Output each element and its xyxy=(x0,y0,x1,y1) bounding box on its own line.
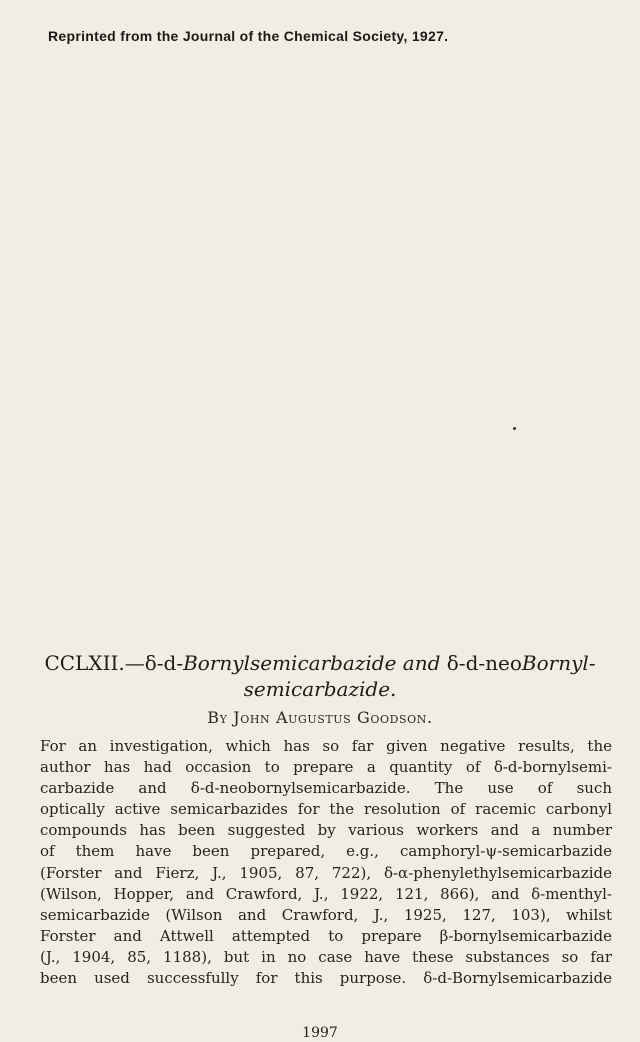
author-name: John Augustus Goodson. xyxy=(233,708,433,727)
article-body xyxy=(40,736,612,989)
title-prefix: —δ-d- xyxy=(124,651,184,675)
page-number: 1997 xyxy=(302,1025,338,1041)
body-line: (J., 1904, 85, 1188), but in no case have these substances so far xyxy=(40,947,612,966)
print-speck xyxy=(513,427,516,430)
body-line: optically active semicarbazides for the resolution of racemic carbonyl xyxy=(40,800,612,819)
title-conjunction: and xyxy=(396,651,447,675)
body-line: been used successfully for this purpose. δ-d-Bornylsemicarbazide xyxy=(40,969,612,988)
article-number: CCLXII. xyxy=(44,651,125,675)
title-compound-2: Bornyl- xyxy=(521,651,596,675)
byline xyxy=(40,708,600,727)
body-line: Forster and Attwell attempted to prepare β-bornylsemicarbazide xyxy=(40,926,612,945)
body-line: semicarbazide (Wilson and Crawford, J., 1925, 127, 103), whilst xyxy=(40,905,612,924)
title-line-2: semicarbazide. xyxy=(243,677,397,701)
body-line: compounds has been suggested by various workers and a number xyxy=(40,821,612,840)
reprint-header: Reprinted from the Journal of the Chemical Society, 1927. xyxy=(48,28,449,44)
byline-by: By xyxy=(207,708,234,727)
title-compound-2-prefix: δ-d-neo xyxy=(446,651,522,675)
body-line: For an investigation, which has so far given negative results, the xyxy=(40,737,612,755)
body-line: of them have been prepared, e.g., camphoryl-ψ-semicarbazide xyxy=(40,842,612,861)
article-title xyxy=(40,650,600,702)
body-line: author has had occasion to prepare a quantity of δ-d-bornylsemi- xyxy=(40,758,612,777)
title-compound-1: Bornylsemicarbazide xyxy=(183,651,397,675)
body-line: carbazide and δ-d-neobornylsemicarbazide. The use of such xyxy=(40,779,612,798)
body-line: (Forster and Fierz, J., 1905, 87, 722), δ-α-phenylethylsemicarbazide xyxy=(40,863,612,882)
body-line: (Wilson, Hopper, and Crawford, J., 1922, 121, 866), and δ-menthyl- xyxy=(40,884,612,903)
